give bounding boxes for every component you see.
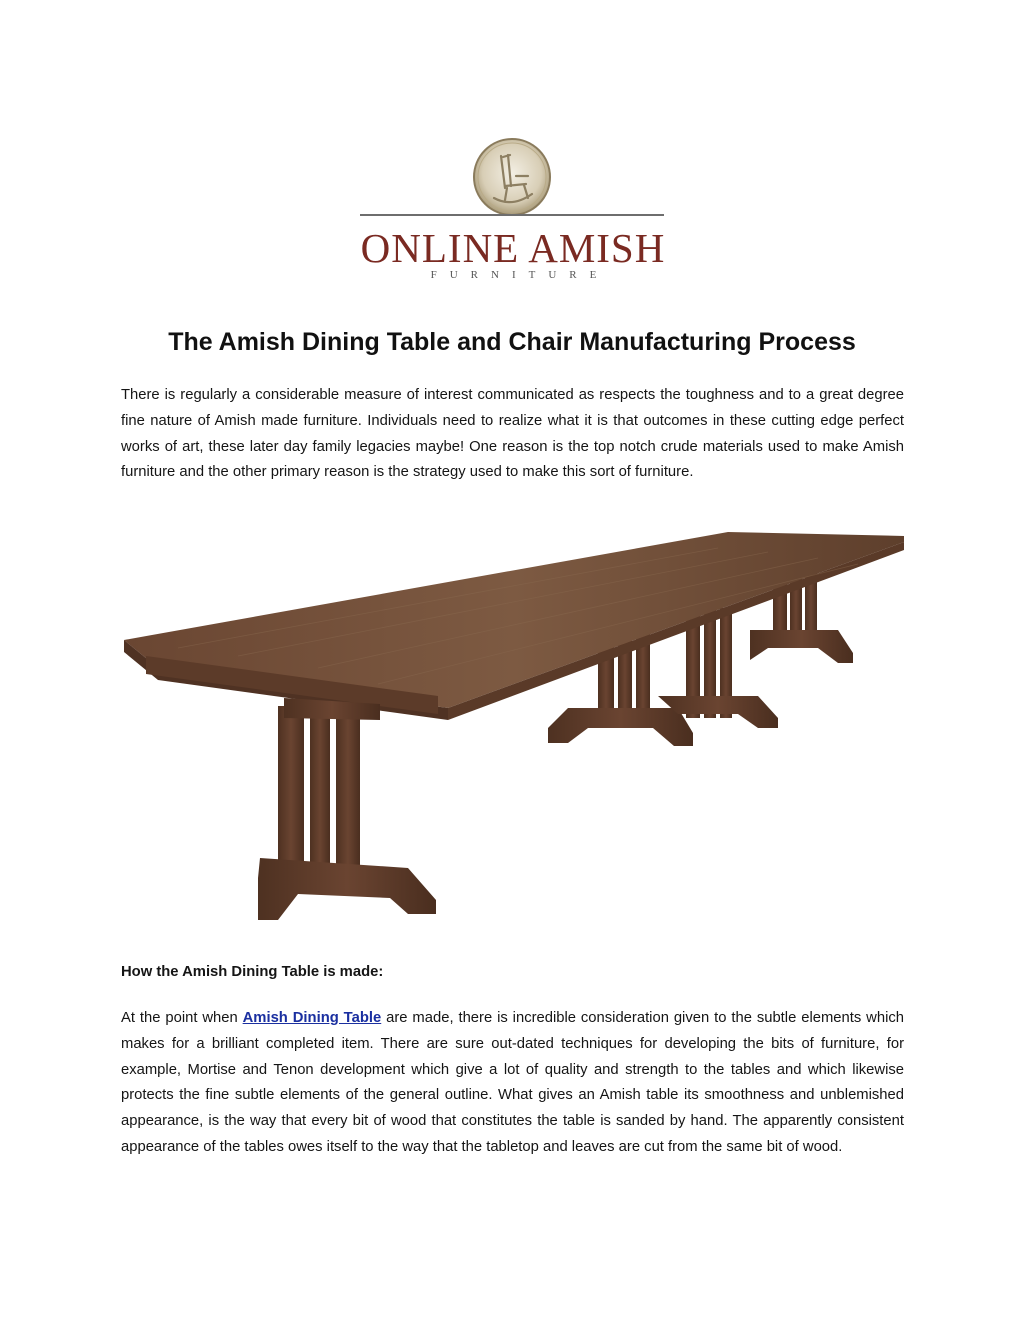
rocking-chair-icon	[358, 136, 668, 226]
body-text-rest: are made, there is incredible consideration given to the subtle elements which makes for a brilliant completed item. There are sure out-dated techniques for developing the bits of furniture, for example, Mortise and Tenon development which give a lot of quality and strength to the tables and which likewise protects the fine subtle elements of the general outline. What gives an Amish table its smoothness and unblemished appearance, is the way that every bit of wood that constitutes the table is sanded by hand. The apparently consistent appearance of the tables owes itself to the way that the tabletop and leaves are cut from the same bit of wood.	[121, 1010, 904, 1155]
section-heading: How the Amish Dining Table is made:	[121, 964, 384, 980]
amish-dining-table-link[interactable]: Amish Dining Table	[242, 1010, 382, 1026]
logo-wordmark: ONLINE AMISH	[360, 225, 666, 271]
logo-subtitle: FURNITURE	[430, 269, 610, 281]
dining-table-photo	[118, 528, 908, 948]
body-text-lead: At the point when	[121, 1010, 243, 1026]
body-paragraph	[121, 1006, 904, 1161]
brand-logo	[358, 136, 668, 296]
intro-paragraph: There is regularly a considerable measure of interest communicated as respects the toughness and to a great degree fine nature of Amish made furniture. Individuals need to realize what it is that outcomes in these cutting edge perfect works of art, these later day family legacies maybe! One reason is the top notch crude materials used to make Amish furniture and the other primary reason is the strategy used to make this sort of furniture.	[121, 387, 904, 481]
page-title: The Amish Dining Table and Chair Manufacturing Process	[168, 328, 856, 356]
